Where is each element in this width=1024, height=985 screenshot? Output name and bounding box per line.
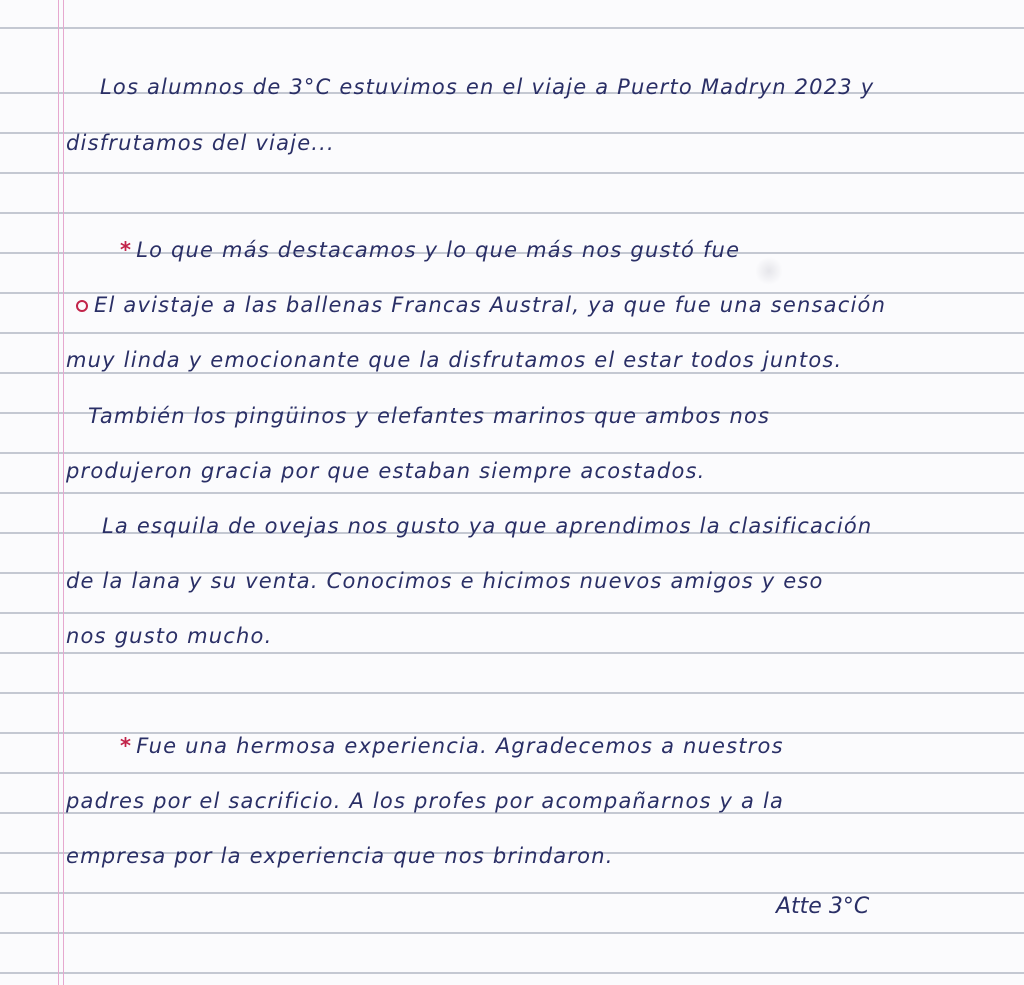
letter-line xyxy=(120,733,784,759)
letter-line: padres por el sacrificio. A los profes por acompañarnos y a la xyxy=(66,789,785,813)
letter-line xyxy=(76,292,886,318)
letter-line: disfrutamos del viaje... xyxy=(66,131,335,155)
letter-line: La esquila de ovejas nos gusto ya que aprendimos la clasificación xyxy=(102,514,873,538)
letter-line: muy linda y emocionante que la disfrutamos el estar todos juntos. xyxy=(66,348,843,372)
letter-line: produjeron gracia por que estaban siempre acostados. xyxy=(66,459,706,483)
line-text: Fue una hermosa experiencia. Agradecemos a nuestros xyxy=(136,734,784,758)
letter-line xyxy=(120,237,740,263)
letter-line: También los pingüinos y elefantes marinos que ambos nos xyxy=(88,404,771,428)
asterisk-bullet-icon: * xyxy=(120,238,133,262)
asterisk-bullet-icon: * xyxy=(120,734,133,758)
circle-bullet-icon xyxy=(76,300,88,312)
letter-line: empresa por la experiencia que nos brindaron. xyxy=(66,844,614,868)
line-text: Lo que más destacamos y lo que más nos gustó fue xyxy=(136,238,741,262)
signature: Atte 3°C xyxy=(776,894,870,919)
letter-line: Los alumnos de 3°C estuvimos en el viaje a Puerto Madryn 2023 y xyxy=(100,75,875,99)
letter-line: nos gusto mucho. xyxy=(66,624,273,648)
letter-line: de la lana y su venta. Conocimos e hicimos nuevos amigos y eso xyxy=(66,569,824,593)
paper-smudge xyxy=(756,256,782,286)
margin-line xyxy=(63,0,64,985)
line-text: El avistaje a las ballenas Francas Austral, ya que fue una sensación xyxy=(94,293,887,317)
margin-line xyxy=(58,0,59,985)
